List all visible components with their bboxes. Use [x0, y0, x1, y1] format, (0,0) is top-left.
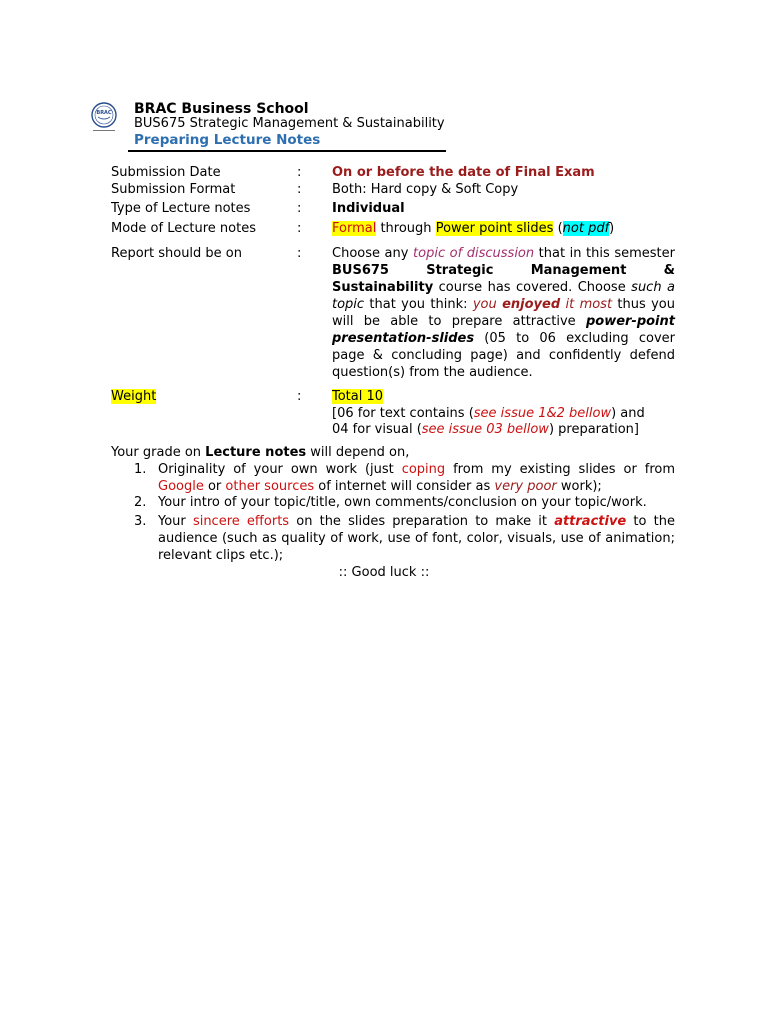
- weight-text-breakdown: [06 for text contains (see issue 1&2 bellow) and: [332, 406, 645, 421]
- list-number: 1.: [134, 462, 147, 477]
- list-number: 2.: [134, 495, 147, 510]
- type-value: Individual: [332, 201, 405, 216]
- header-divider: [128, 150, 446, 152]
- document-title: Preparing Lecture Notes: [134, 132, 321, 148]
- weight-total: Total 10: [332, 389, 384, 404]
- report-description: Choose any topic of discussion that in this semester BUS675 Strategic Management & Sustainability course has covered. Choose such a topic that you think: you enjoyed it most thus you will be able to prepare attractive power-point presentation-slides (05 to 06 excluding cover page & concluding page) and confidently defend question(s) from the audience.: [332, 246, 675, 380]
- school-name: BRAC Business School: [134, 101, 309, 117]
- list-item-intro: Your intro of your topic/title, own comments/conclusion on your topic/work.: [158, 495, 647, 510]
- weight-visual-breakdown: 04 for visual (see issue 03 bellow) preparation]: [332, 422, 639, 437]
- grade-intro: Your grade on Lecture notes will depend on,: [111, 445, 410, 460]
- colon: :: [297, 389, 302, 404]
- colon: :: [297, 182, 302, 197]
- closing-text: :: Good luck ::: [338, 565, 430, 580]
- type-label: Type of Lecture notes: [111, 201, 251, 216]
- power-point-highlight: Power point slides: [435, 221, 554, 236]
- submission-date-label: Submission Date: [111, 165, 221, 180]
- submission-format-label: Submission Format: [111, 182, 236, 197]
- course-title: BUS675 Strategic Management & Sustainability: [134, 116, 445, 131]
- svg-text:BRAC: BRAC: [96, 110, 112, 116]
- mode-label: Mode of Lecture notes: [111, 221, 256, 236]
- submission-format-value: Both: Hard copy & Soft Copy: [332, 182, 519, 197]
- list-item-efforts: Your sincere efforts on the slides preparation to make it attractive to the audience (such as quality of work, use of font, color, visuals, use of animation; relevant clips etc.);: [158, 514, 675, 563]
- colon: :: [297, 221, 302, 236]
- brac-university-logo: [87, 100, 121, 134]
- mode-value: Formal through Power point slides (not pdf): [332, 221, 615, 236]
- colon: :: [297, 165, 302, 180]
- colon: :: [297, 246, 302, 261]
- formal-highlight: Formal: [332, 221, 377, 236]
- list-item-originality: Originality of your own work (just coping from my existing slides or from Google or other sources of internet will consider as very poor work);: [158, 462, 675, 494]
- not-pdf-highlight: not pdf: [562, 221, 610, 236]
- colon: :: [297, 201, 302, 216]
- report-label: Report should be on: [111, 246, 243, 261]
- submission-date-value: On or before the date of Final Exam: [332, 165, 595, 180]
- weight-label: Weight: [111, 389, 157, 404]
- list-number: 3.: [134, 514, 147, 529]
